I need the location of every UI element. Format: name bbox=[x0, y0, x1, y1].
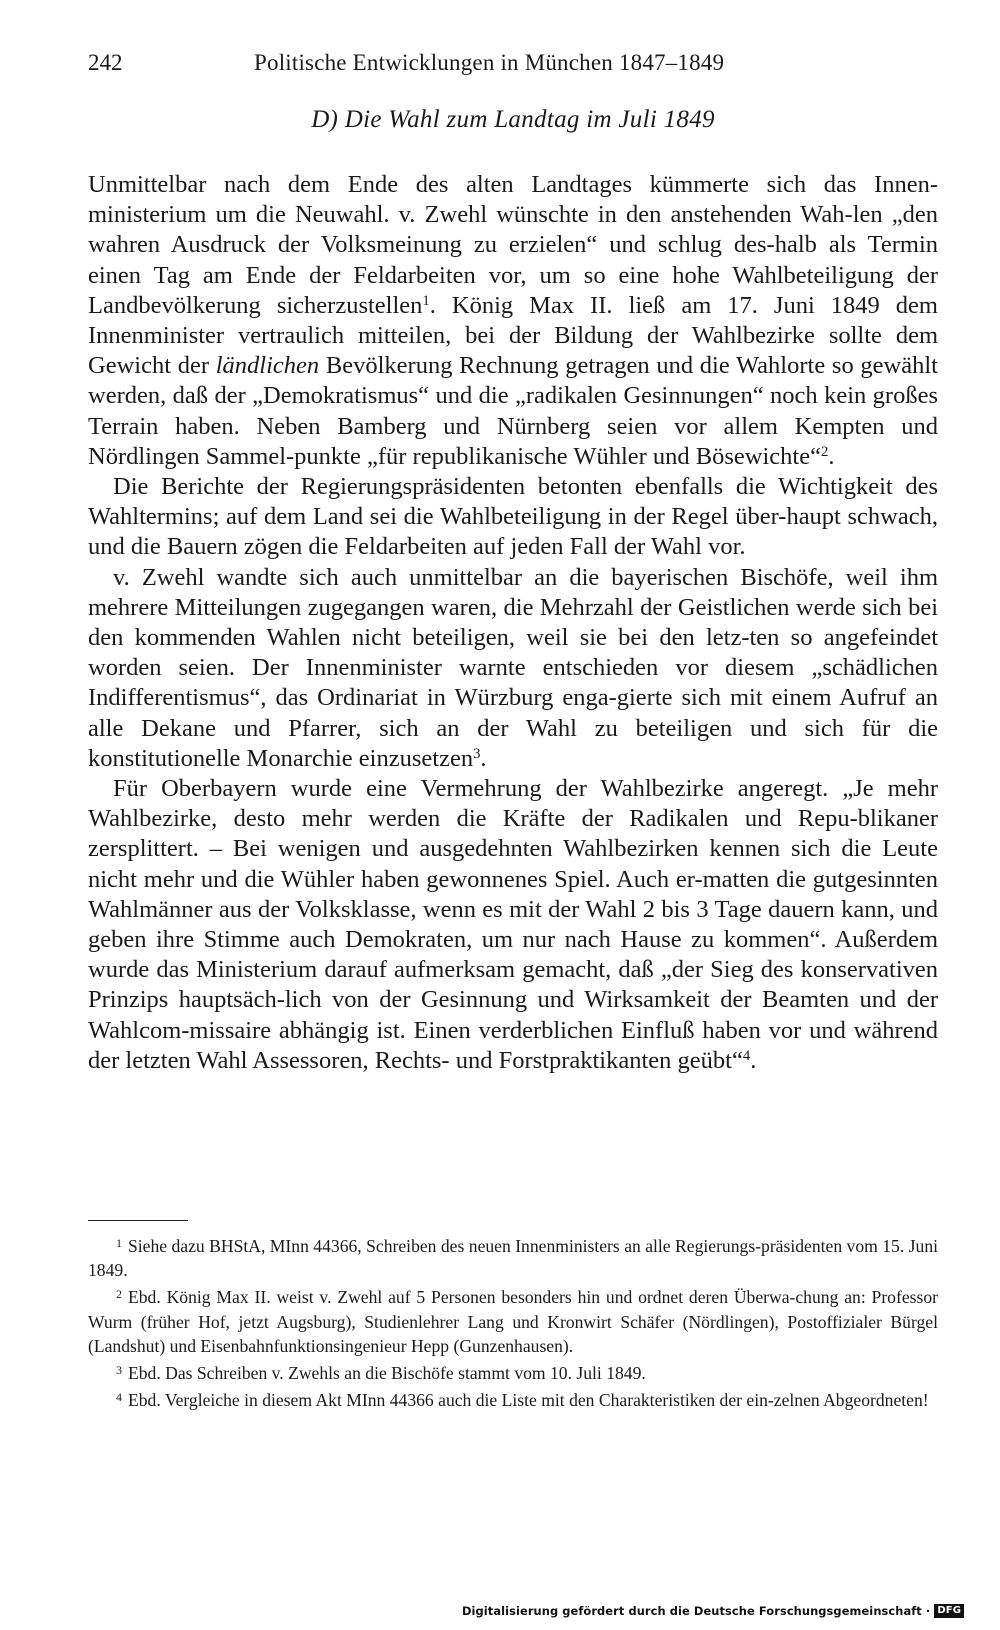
paragraph-1-text-d: . bbox=[828, 442, 835, 470]
footnote-4 bbox=[88, 1385, 938, 1412]
footnote-ref-4: 4 bbox=[742, 1047, 751, 1064]
running-title: Politische Entwicklungen in München 1847–1849 bbox=[254, 50, 725, 75]
footnote-3 bbox=[88, 1358, 938, 1385]
paragraph-3-text-b: . bbox=[480, 744, 487, 772]
paragraph-2: Die Berichte der Regierungspräsidenten betonten ebenfalls die Wichtigkeit des Wahltermins; auf dem Land sei die Wahlbeteiligung in der Regel über-haupt schwach, und die Bauern zögen die Feldarbeiten auf jeden Fall der Wahl vor. bbox=[88, 473, 938, 561]
footnote-text: Ebd. König Max II. weist v. Zwehl auf 5 Personen besonders hin und ordnet deren Überwa-chung an: Professor Wurm (früher Hof, jetzt Augsburg), Studienlehrer Lang und Kronwirt Schäfer (Nördlingen), Postoffizialer Bürgel (Landshut) und Eisenbahnfunktionsingenieur Hepp (Gunzenhausen). bbox=[88, 1287, 938, 1356]
paragraph-1-text-b: . König Max II. ließ am 17. Juni 1849 dem Innenminister vertraulich mitteilen, bei der Bildung der Wahlbezirke sollte dem Gewicht der bbox=[88, 291, 938, 380]
footnote-number: 4 bbox=[116, 1390, 122, 1405]
footnote-text: Siehe dazu BHStA, MInn 44366, Schreiben des neuen Innenministers an alle Regierungs-präsidenten vom 15. Juni 1849. bbox=[88, 1236, 938, 1281]
page-number: 242 bbox=[88, 50, 123, 75]
paragraph-3-text-a: v. Zwehl wandte sich auch unmittelbar an die bayerischen Bischöfe, weil ihm mehrere Mitteilungen zugegangen waren, die Mehrzahl der Geistlichen werde sich bei den kommenden Wahlen nicht beteiligen, weil sie bei den letz-ten so angefeindet worden seien. Der Innenminister warnte entschieden vor diesem „schädlichen Indifferentismus“, das Ordinariat in Würzburg enga-gierte sich mit einem Aufruf an alle Dekane und Pfarrer, sich an der Wahl zu beteiligen und sich für die konstitutionelle Monarchie einzusetzen bbox=[88, 563, 938, 772]
footnote-ref-3: 3 bbox=[473, 745, 481, 762]
paragraph-4 bbox=[88, 774, 938, 1076]
footnote-divider bbox=[88, 1220, 188, 1221]
footnote-ref-1: 1 bbox=[422, 292, 430, 309]
paragraph-3 bbox=[88, 563, 938, 774]
emphasis-laendlichen: ländlichen bbox=[215, 352, 320, 380]
paragraph-1-text-c: Bevölkerung Rechnung getragen und die Wahlorte so gewählt werden, daß der „Demokratismus“ und die „radikalen Gesinnungen“ noch kein großes Terrain haben. Neben Bamberg und Nürnberg seien vor allem Kempten und Nördlingen Sammel-punkte „für republikanische Wühler und Bösewichte“ bbox=[88, 352, 938, 470]
section-heading: D) Die Wahl zum Landtag im Juli 1849 bbox=[311, 106, 715, 133]
body-text bbox=[88, 170, 938, 1076]
paragraph-4-text-a: Für Oberbayern wurde eine Vermehrung der Wahlbezirke angeregt. „Je mehr Wahlbezirke, desto mehr werden die Kräfte der Radikalen und Repu-blikaner zersplittert. – Bei wenigen und ausgedehnten Wahlbezirken kennen sich die Leute nicht mehr und die Wühler haben gewonnenes Spiel. Auch er-matten die gutgesinnten Wahlmänner aus der Volksklasse, wenn es mit der Wahl 2 bis 3 Tage dauern kann, und geben ihre Stimme auch Demokraten, um nur nach Hause zu kommen“. Außerdem wurde das Ministerium darauf aufmerksam gemacht, daß „der Sieg des konservativen Prinzips hauptsäch-lich von der Gesinnung und Wirksamkeit der Beamten und der Wahlcom-missaire abhängig ist. Einen verderblichen Einfluß haben vor und während der letzten Wahl Assessoren, Rechts- und Forstpraktikanten geübt“ bbox=[88, 775, 938, 1074]
credit-text: Digitalisierung gefördert durch die Deutsche Forschungsgemeinschaft · bbox=[461, 1604, 931, 1618]
footnote-ref-2: 2 bbox=[820, 443, 829, 460]
footnote-text: Ebd. Vergleiche in diesem Akt MInn 44366 auch die Liste mit den Charakteristiken der ein-zelnen Abgeordneten! bbox=[128, 1390, 929, 1411]
footnote-number: 2 bbox=[116, 1287, 122, 1302]
footnote-number: 1 bbox=[116, 1236, 122, 1250]
paragraph-1 bbox=[88, 170, 938, 472]
footnote-1 bbox=[88, 1231, 938, 1282]
paragraph-4-text-b: . bbox=[750, 1046, 757, 1074]
digitization-credit bbox=[462, 1602, 964, 1620]
paragraph-1-text-a: Unmittelbar nach dem Ende des alten Landtages kümmerte sich das Innen-ministerium um die Neuwahl. v. Zwehl wünschte in den anstehenden Wah-len „den wahren Ausdruck der Volksmeinung zu erzielen“ und schlug des-halb als Termin einen Tag am Ende der Feldarbeiten vor, um so eine hohe Wahlbeteiligung der Landbevölkerung sicherzustellen bbox=[88, 171, 938, 319]
dfg-logo-icon: DFG bbox=[934, 1604, 964, 1618]
footnote-text: Ebd. Das Schreiben v. Zwehls an die Bischöfe stammt vom 10. Juli 1849. bbox=[128, 1363, 646, 1384]
footnote-2 bbox=[88, 1282, 938, 1358]
footnote-number: 3 bbox=[116, 1363, 122, 1378]
footnotes bbox=[88, 1231, 938, 1412]
running-head bbox=[88, 50, 938, 84]
